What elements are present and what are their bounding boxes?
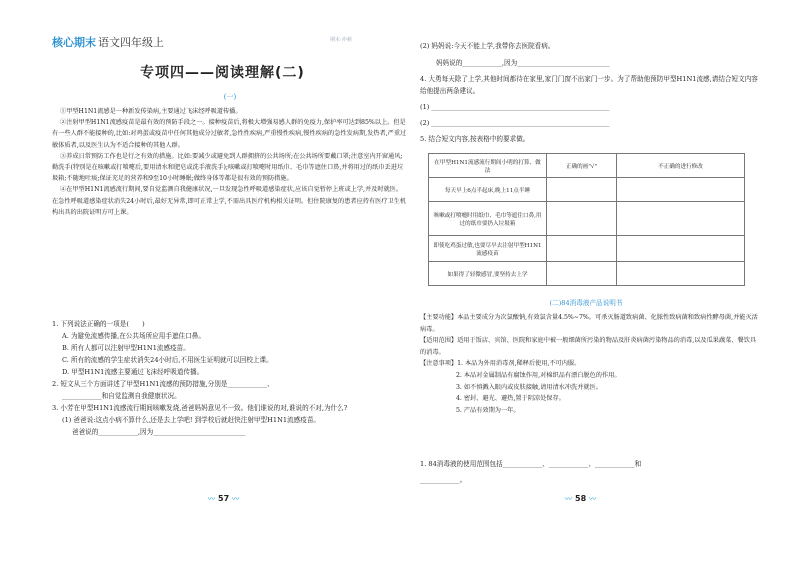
option: B. 所有人都可以注射甲型H1N1流感疫苗。 (62, 344, 190, 352)
answer-cell[interactable] (617, 178, 745, 202)
sub-question: (1) 爸爸说:这点小病不算什么,还是去上学吧! 到学校后就赶快注射甲型H1N1流感疫苗。 (62, 416, 321, 424)
question: 5. 结合短文内容,按表格中的要求做。 (420, 135, 530, 143)
answer-cell[interactable] (547, 236, 617, 262)
section-two-label: (二)84消毒液产品说明书 (549, 299, 623, 307)
paragraph: ①甲型H1N1流感是一种新发传染病,主要通过飞沫经呼吸道传播。 (60, 108, 242, 115)
paragraph: 【主要功能】本品主要成分为次氯酸钠,有效氯含量4.5%~7%。可杀灭肠道致病菌、化脓性致病菌和致病性酵母菌,并能灭活病毒。 (420, 314, 758, 333)
option: C. 所有的流感的学生症状消失24小时后,不用医生证明就可以回校上课。 (62, 356, 273, 364)
question[interactable]: 1. 84消毒液的使用范围包括____________、____________、____________和 (420, 460, 642, 468)
table-row (429, 262, 745, 286)
sub-question: (2) 妈妈说:今天不能上学,我带你去医院看病。 (420, 42, 555, 50)
table-row (429, 178, 745, 202)
answer-table (428, 153, 745, 286)
answer-line[interactable]: 妈妈说的____________,因为____________________________ (436, 59, 610, 67)
paragraph: 【注意事项】1. 本品为外用消毒剂,稀释后使用,不可内服。 (420, 360, 581, 368)
paragraph: ②注射甲型H1N1流感疫苗是最有效的预防手段之一。接种疫苗后,将极大增强易感人群的免疫力,保护率可达到85%以上。但是有一些人群不能接种的,比如:对鸡蛋或疫苗中任何其他成分过敏者,急性性疾病,严重慢性疾病,慢性疾病的急性发病期,发热者,严重过敏体质者,以及医生认为不适合接种的其他人群。 (52, 119, 407, 149)
paragraph: ④在甲型H1N1流感流行期间,要自觉监测自我健康状况,一旦发现急性呼吸道感染症状,应该自觉暂停上班或上学,并及时就医。在急性呼吸道感染症状消失24小时后,最好无异常,即可正常上学,不需出具医疗机构相关证明。但住院康复的患者应持有医疗卫生机构出具的出院证明方可上课。 (52, 186, 407, 216)
answer-line[interactable]: 爸爸说的____________,因为____________________________ (72, 428, 246, 436)
table-cell: 咳嗽或打喷嚏时用纸巾、毛巾等遮住口鼻,用过的纸巾要扔入垃圾箱 (429, 202, 547, 236)
answer-cell[interactable] (617, 236, 745, 262)
question: 4. 大勇每天除了上学,其他时间都待在家里,家门门窗不出家门一步。为了帮助他预防甲型H1N1流感,请结合短文内容给他提出两条建议。 (420, 75, 758, 95)
passage-right (420, 312, 762, 416)
answer-cell[interactable] (617, 202, 745, 236)
paragraph: 2. 本品对金属制品有腐蚀作用,对棉织品有漂白脱色的作用。 (456, 371, 621, 379)
passage-left (52, 106, 408, 218)
subject-label: 语文四年级上 (98, 36, 164, 49)
paragraph: ③养成日常预防工作也是行之有效的措施。比如:要减少或避免到人群拥挤的公共场所;在公共场所要戴口罩;注意室内开窗通风;勤洗手(特别是在咳嗽或打喷嚏后,要用清水和肥皂或洗手液洗手);咳嗽或打喷嚏时用纸巾、毛巾等遮住口鼻,并将用过的纸巾丢进垃圾箱;不随地吐痰;保证充足的营养和9至10小时睡眠;做终身体等都是很有效的预防措施。 (52, 152, 404, 183)
question: 2. 短文从三个方面讲述了甲型H1N1流感的预防措施,分别是____________、 (52, 380, 274, 388)
paragraph: 【适用范围】适用于饭店、宾馆、医院和家庭中被一般细菌所污染的物品及肝炎病菌污染物品的消毒,以及瓜果蔬菜、餐饮具的消毒。 (420, 337, 757, 356)
table-cell: 每天早上6点半起床,晚上11点半睡 (429, 178, 547, 202)
option: D. 甲型H1N1流感主要通过飞沫经呼吸道传播。 (62, 368, 204, 376)
question-cont: ____________和自觉监测自我健康状况。 (62, 392, 181, 400)
answer-line[interactable]: (2) ______________________________________________________ (420, 119, 610, 127)
answer-cell[interactable] (547, 178, 617, 202)
question: 3. 小芳在甲型H1N1流感流行期间咳嗽发烧,爸爸妈妈意见不一致。他们谁说的对,谁说的不对,为什么? (52, 404, 348, 412)
table-header: 不正确的进行修改 (617, 154, 745, 178)
answer-line[interactable]: ____________。 (420, 476, 467, 484)
table-cell: 如果得了轻微感冒,要坚持去上学 (429, 262, 547, 286)
header-right-label: 期末·冲刺 (330, 37, 352, 43)
page-number-right: 〰 58 〰 (565, 494, 597, 503)
question: 1. 下列说法正确的一项是( ) (52, 320, 145, 328)
answer-line[interactable]: (1) ______________________________________________________ (420, 103, 610, 111)
option: A. 为避免流感传播,在公共场所应用手遮住口鼻。 (62, 332, 205, 340)
paragraph: 3. 如不慎溅入眼内或皮肤接触,请用清水冲洗并就医。 (456, 383, 602, 391)
section-one-label: (一) (223, 93, 237, 101)
questions-left (52, 318, 408, 438)
table-header: 在甲型H1N1流感流行期间小明的打算、做法 (429, 154, 547, 178)
table-row (429, 202, 745, 236)
question-right-last (420, 458, 762, 486)
answer-cell[interactable] (617, 262, 745, 286)
page-title: 专项四——阅读理解(二) (140, 65, 305, 81)
book-logo (52, 34, 164, 50)
table-cell: 即使吃鸡蛋过敏,也要尽早去注射甲型H1N1流感疫苗 (429, 236, 547, 262)
paragraph: 4. 密封、避光、避热,置于阴凉处保存。 (456, 395, 565, 403)
paragraph: 5. 产品有效期为一年。 (456, 406, 520, 414)
table-row (429, 236, 745, 262)
page-number-left: 〰 57 〰 (208, 494, 240, 503)
questions-right (420, 40, 760, 145)
answer-cell[interactable] (547, 202, 617, 236)
logo-text: 核心期末 (52, 36, 96, 49)
table-header: 正确的画"√" (547, 154, 617, 178)
answer-cell[interactable] (547, 262, 617, 286)
